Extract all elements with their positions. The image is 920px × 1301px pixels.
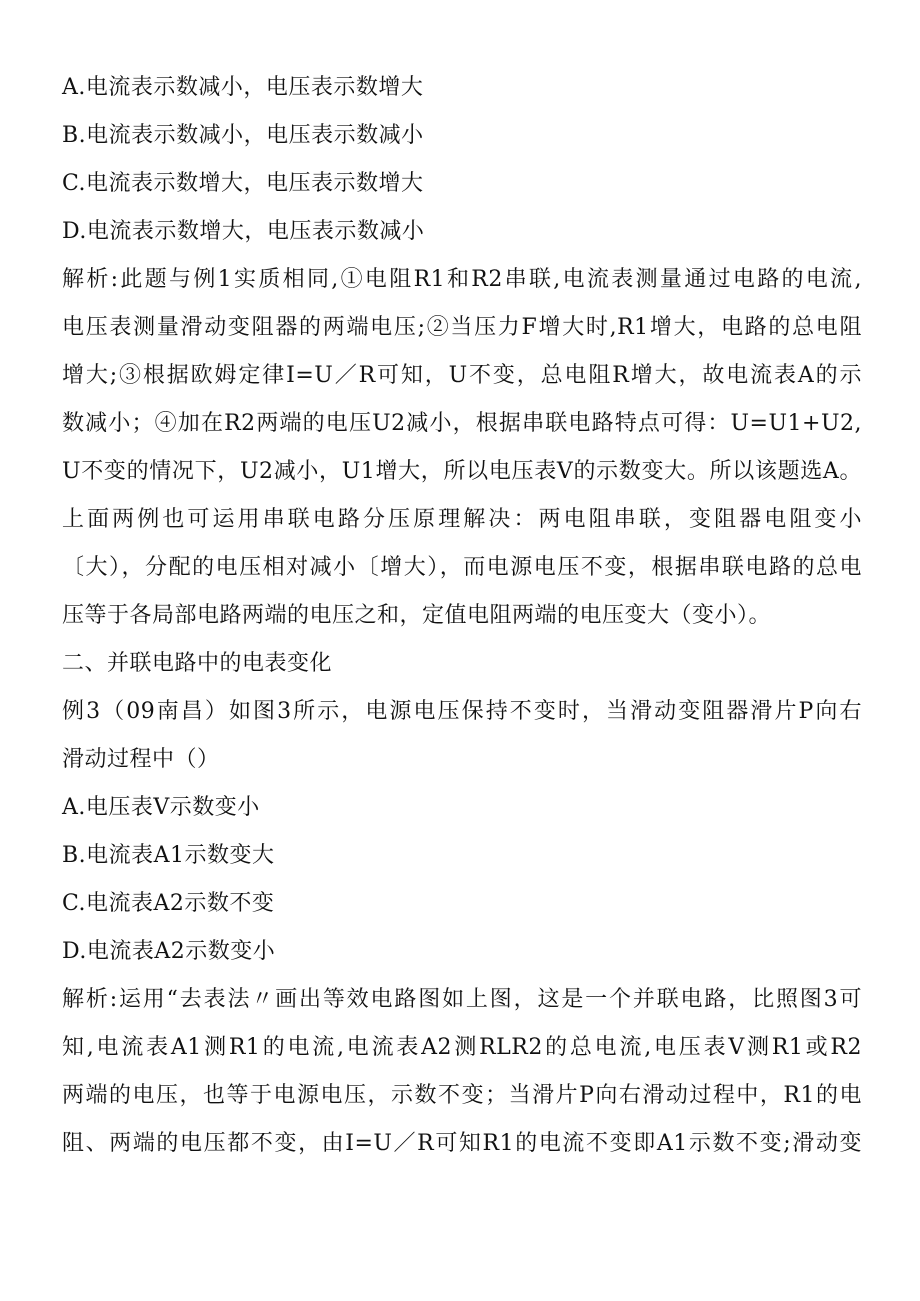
- analysis-2-line: 两端的电压，也等于电源电压，示数不变；当滑片P向右滑动过程中，R1的电: [62, 1083, 862, 1108]
- example2-option-d: D.电流表示数增大，电压表示数减小: [62, 219, 425, 244]
- analysis-1-line: 数减小；④加在R2两端的电压U2减小，根据串联电路特点可得：U=U1+U2,: [62, 411, 862, 436]
- analysis-2-line: 解析:运用“去表法〃画出等效电路图如上图，这是一个并联电路，比照图3可: [62, 987, 862, 1012]
- analysis-1-line: 压等于各局部电路两端的电压之和，定值电阻两端的电压变大（变小）。: [62, 603, 772, 628]
- example3-question: [62, 688, 862, 784]
- example3-option-b: B.电流表A1示数变大: [62, 843, 275, 868]
- example3-option-c: C.电流表A2示数不变: [62, 891, 275, 916]
- analysis-1-line: 电压表测量滑动变阻器的两端电压;②当压力F增大时,R1增大，电路的总电阻: [62, 315, 862, 340]
- example2-option-b: B.电流表示数减小，电压表示数减小: [62, 123, 424, 148]
- analysis-1-line: 解析:此题与例1实质相同,①电阻R1和R2串联,电流表测量通过电路的电流,: [62, 267, 862, 292]
- example3-option-a: A.电压表V示数变小: [62, 795, 260, 820]
- analysis-2-paragraph: [62, 976, 862, 1168]
- analysis-2-line: 阻、两端的电压都不变，由I=U／R可知R1的电流不变即A1示数不变;滑动变: [62, 1131, 862, 1156]
- document-page: [62, 64, 862, 1168]
- analysis-1-paragraph: [62, 256, 862, 640]
- analysis-1-line: 增大;③根据欧姆定律I=U／R可知，U不变，总电阻R增大，故电流表A的示: [62, 363, 862, 388]
- analysis-2-line: 知,电流表A1测R1的电流,电流表A2测RLR2的总电流,电压表V测R1或R2: [62, 1035, 862, 1060]
- analysis-1-line: 上面两例也可运用串联电路分压原理解决：两电阻串联，变阻器电阻变小: [62, 507, 862, 532]
- example3-line: 滑动过程中（）: [62, 747, 220, 772]
- example2-option-c: C.电流表示数增大，电压表示数增大: [62, 171, 424, 196]
- example3-line: 例3（09南昌）如图3所示，电源电压保持不变时，当滑动变阻器滑片P向右: [62, 699, 862, 724]
- analysis-1-line: 〔大），分配的电压相对减小〔增大），而电源电压不变，根据串联电路的总电: [62, 555, 862, 580]
- analysis-1-line: U不变的情况下，U2减小，U1增大，所以电压表V的示数变大。所以该题选A。: [62, 459, 862, 484]
- example3-option-d: D.电流表A2示数变小: [62, 939, 276, 964]
- section-heading: 二、并联电路中的电表变化: [62, 651, 333, 676]
- example2-option-a: A.电流表示数减小，电压表示数增大: [62, 75, 424, 100]
